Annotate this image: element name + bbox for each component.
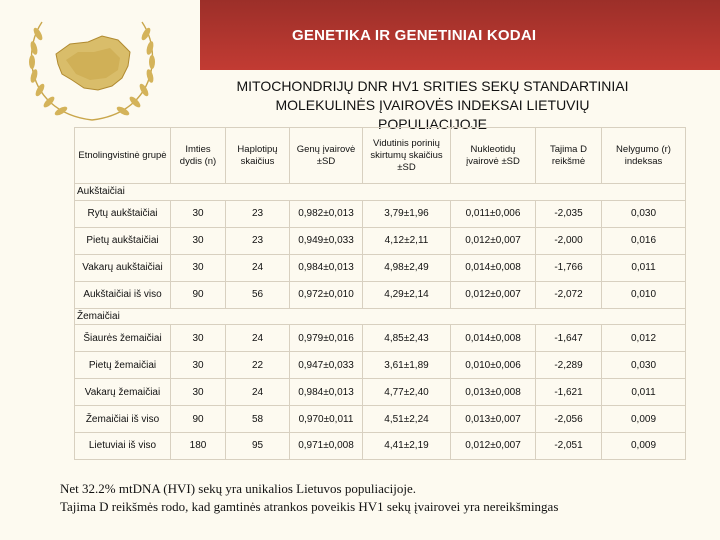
table-cell: 0,972±0,010	[290, 281, 363, 308]
table-cell: 0,030	[602, 352, 686, 379]
table-cell: 0,011	[602, 254, 686, 281]
table-row	[75, 325, 686, 352]
group-label: Aukštaičiai	[75, 184, 686, 201]
table-cell: 0,984±0,013	[290, 379, 363, 406]
table-cell: 0,013±0,008	[451, 379, 536, 406]
table-cell: 0,030	[602, 200, 686, 227]
table-cell: 0,014±0,008	[451, 325, 536, 352]
table-cell: 0,016	[602, 227, 686, 254]
table-cell: Žemaičiai iš viso	[75, 406, 171, 433]
table-row	[75, 352, 686, 379]
table-row	[75, 281, 686, 308]
table-cell: Pietų aukštaičiai	[75, 227, 171, 254]
table-cell: -2,000	[536, 227, 602, 254]
table-cell: 4,77±2,40	[363, 379, 451, 406]
column-header: Haplotipų skaičius	[226, 128, 290, 184]
table-cell: Rytų aukštaičiai	[75, 200, 171, 227]
table-cell: 0,013±0,007	[451, 406, 536, 433]
column-header: Tajima D reikšmė	[536, 128, 602, 184]
table-cell: Lietuviai iš viso	[75, 432, 171, 459]
subtitle-line-1: MITOCHONDRIJŲ DNR HV1 SRITIES SEKŲ STANDARTINIAI	[236, 78, 629, 94]
table-cell: 22	[226, 352, 290, 379]
table-cell: 0,012±0,007	[451, 281, 536, 308]
table-cell: -2,289	[536, 352, 602, 379]
table-cell: -2,051	[536, 432, 602, 459]
table-header-row	[75, 128, 686, 184]
table-cell: 0,011	[602, 379, 686, 406]
table-cell: 24	[226, 254, 290, 281]
table-cell: 0,009	[602, 406, 686, 433]
table-cell: -1,647	[536, 325, 602, 352]
column-header: Nukleotidų įvairovė ±SD	[451, 128, 536, 184]
footnote-line-2: Tajima D reikšmės rodo, kad gamtinės atrankos poveikis HV1 sekų įvairovei yra nereikšmingas	[60, 499, 559, 514]
table-cell: 30	[171, 352, 226, 379]
table-cell: Aukštaičiai iš viso	[75, 281, 171, 308]
table-cell: Pietų žemaičiai	[75, 352, 171, 379]
table-cell: 0,982±0,013	[290, 200, 363, 227]
table-cell: 0,949±0,033	[290, 227, 363, 254]
footnote	[60, 480, 720, 516]
table-row	[75, 432, 686, 459]
table-cell: 4,98±2,49	[363, 254, 451, 281]
table-row	[75, 406, 686, 433]
group-row-aukstaiciai	[75, 184, 686, 201]
table-row	[75, 227, 686, 254]
table-cell: 4,41±2,19	[363, 432, 451, 459]
table-cell: 0,012±0,007	[451, 432, 536, 459]
table-cell: 0,014±0,008	[451, 254, 536, 281]
table-cell: 30	[171, 379, 226, 406]
diversity-indices-table	[74, 127, 686, 460]
table-cell: Vakarų žemaičiai	[75, 379, 171, 406]
table-cell: Šiaurės žemaičiai	[75, 325, 171, 352]
table-cell: 24	[226, 379, 290, 406]
table-cell: 180	[171, 432, 226, 459]
table-cell: 0,009	[602, 432, 686, 459]
group-row-zemaiciai	[75, 308, 686, 325]
column-header: Etnolingvistinė grupė	[75, 128, 171, 184]
header-title: GENETIKA IR GENETINIAI KODAI	[292, 27, 537, 44]
table-cell: 4,51±2,24	[363, 406, 451, 433]
table-cell: -2,072	[536, 281, 602, 308]
table-cell: 95	[226, 432, 290, 459]
column-header: Nelygumo (r) indeksas	[602, 128, 686, 184]
table-cell: 3,79±1,96	[363, 200, 451, 227]
table-cell: 0,971±0,008	[290, 432, 363, 459]
table-cell: 30	[171, 254, 226, 281]
table-cell: 0,011±0,006	[451, 200, 536, 227]
table-cell: 0,984±0,013	[290, 254, 363, 281]
column-header: Imties dydis (n)	[171, 128, 226, 184]
table-cell: 0,012	[602, 325, 686, 352]
table-cell: 3,61±1,89	[363, 352, 451, 379]
table-cell: 0,010±0,006	[451, 352, 536, 379]
table-cell: 30	[171, 227, 226, 254]
table-cell: 24	[226, 325, 290, 352]
table-cell: 30	[171, 325, 226, 352]
table-cell: -1,766	[536, 254, 602, 281]
column-header: Vidutinis porinių skirtumų skaičius ±SD	[363, 128, 451, 184]
table-cell: -2,056	[536, 406, 602, 433]
table-cell: 4,12±2,11	[363, 227, 451, 254]
slide-subtitle	[180, 77, 685, 134]
column-header: Genų įvairovė ±SD	[290, 128, 363, 184]
table-cell: 4,29±2,14	[363, 281, 451, 308]
lithuania-map-laurel-logo-icon	[18, 8, 166, 126]
footnote-line-1: Net 32.2% mtDNA (HVI) sekų yra unikalios Lietuvos populiacijoje.	[60, 481, 416, 496]
group-label: Žemaičiai	[75, 308, 686, 325]
table-cell: 0,979±0,016	[290, 325, 363, 352]
subtitle-line-2: MOLEKULINĖS ĮVAIROVĖS INDEKSAI LIETUVIŲ	[275, 97, 590, 113]
table-cell: 23	[226, 200, 290, 227]
table-cell: 30	[171, 200, 226, 227]
table-cell: 58	[226, 406, 290, 433]
table-cell: 56	[226, 281, 290, 308]
table-cell: 90	[171, 406, 226, 433]
table-cell: 0,947±0,033	[290, 352, 363, 379]
table-cell: 23	[226, 227, 290, 254]
subtitle-line-3: POPULIACIJOJE	[378, 116, 487, 132]
table-cell: 0,010	[602, 281, 686, 308]
table-cell: -2,035	[536, 200, 602, 227]
table-cell: -1,621	[536, 379, 602, 406]
table-cell: Vakarų aukštaičiai	[75, 254, 171, 281]
table-row	[75, 200, 686, 227]
table-cell: 90	[171, 281, 226, 308]
table-row	[75, 254, 686, 281]
table-cell: 4,85±2,43	[363, 325, 451, 352]
table-row	[75, 379, 686, 406]
table-cell: 0,970±0,011	[290, 406, 363, 433]
table-cell: 0,012±0,007	[451, 227, 536, 254]
